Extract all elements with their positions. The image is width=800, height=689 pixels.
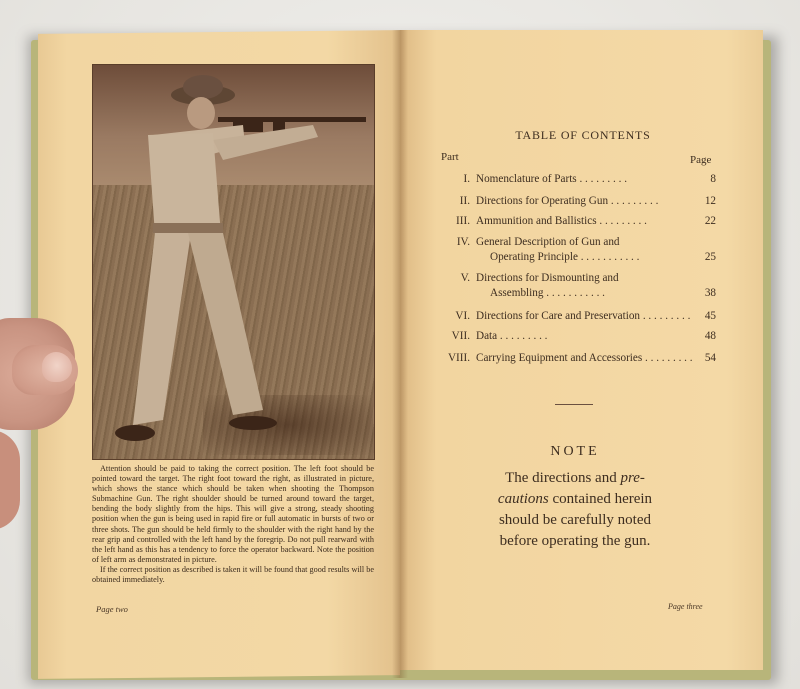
book-gutter xyxy=(392,30,408,678)
divider-rule xyxy=(555,404,593,405)
toc-entry-page: 38 xyxy=(704,287,716,299)
page-number-left: Page two xyxy=(96,604,128,614)
photograph-shooter-stance xyxy=(92,64,375,460)
photo-caption xyxy=(92,464,374,585)
toc-entry-title-continued: Operating Principle . . . . . . . . . . . xyxy=(490,251,640,263)
toc-entry-title: Nomenclature of Parts . . . . . . . . . xyxy=(476,173,627,185)
note-line-4: before operating the gun. xyxy=(499,533,651,549)
note-line-1 xyxy=(430,468,720,489)
toc-entry-title: Directions for Dismounting and xyxy=(476,272,619,284)
note-italic-fragment: cautions xyxy=(497,491,549,507)
note-body xyxy=(430,468,720,552)
toc-entry-number: VI. xyxy=(455,310,470,322)
toc-entry-number: V. xyxy=(460,272,470,284)
caption-paragraph-1: Attention should be paid to taking the correct position. The left foot should be pointed toward the target. The right foot toward the right, as illustrated in picture, which shows the stance which should be taken when shooting the Thompson Submachine Gun. The right shoulder should be turned around toward the target, bending the body slightly from the hips. This will give a strong, steady shooting position when the gun is being used in rapid fire or full automatic in bursts of two or three shots. The gun should be held firmly to the shoulder with the right hand by the rear grip and controlled with the left hand by the foregrip. Do not pull rearward with the left hand as this has a tendency to force the operator backward. Note the position of left arm as demonstrated in picture. xyxy=(92,464,374,564)
page-number-right: Page three xyxy=(668,602,703,611)
toc-entry-page: 48 xyxy=(704,330,716,342)
toc-entry-page: 12 xyxy=(704,195,716,207)
toc-entry-number: I. xyxy=(463,173,470,185)
toc-entry-number: II. xyxy=(459,195,470,207)
toc-entry-title: Carrying Equipment and Accessories . . . . . . . . . xyxy=(476,352,693,364)
toc-entry-page: 22 xyxy=(704,215,716,227)
toc-entry-number: VIII. xyxy=(447,352,470,364)
toc-entry-number: III. xyxy=(456,215,470,227)
toc-entry-number: IV. xyxy=(456,236,470,248)
toc-entry-title: Data . . . . . . . . . xyxy=(476,330,548,342)
note-line-1-text: The directions and xyxy=(505,470,621,486)
caption-paragraph-2: If the correct position as described is taken it will be found that good results will be obtained immediately. xyxy=(92,564,374,585)
note-title: NOTE xyxy=(550,444,600,459)
toc-entry-title: Ammunition and Ballistics . . . . . . . . . xyxy=(476,215,647,227)
toc-page-header: Page xyxy=(690,154,712,166)
toc-entry-title: Directions for Operating Gun . . . . . . . . . xyxy=(476,195,659,207)
note-line-3: should be carefully noted xyxy=(498,512,652,528)
toc-entry-page: 8 xyxy=(710,173,716,185)
toc-entry-title: Directions for Care and Preservation . . . . . . . . . xyxy=(476,310,691,322)
toc-title: TABLE OF CONTENTS xyxy=(515,128,651,142)
soldier-figure xyxy=(93,65,374,459)
toc-entry-title-continued: Assembling . . . . . . . . . . . xyxy=(490,287,605,299)
toc-entry-title: General Description of Gun and xyxy=(476,236,620,248)
toc-part-header: Part xyxy=(441,151,459,163)
toc-entry-page: 54 xyxy=(704,352,716,364)
toc-entry-page: 45 xyxy=(704,310,716,322)
toc-entry-number: VII. xyxy=(451,330,470,342)
toc-entry-page: 25 xyxy=(704,251,716,263)
right-page xyxy=(400,30,763,670)
thumbnail xyxy=(42,352,72,382)
note-line-2: cautions contained herein xyxy=(497,491,653,507)
note-italic-fragment: pre- xyxy=(620,470,645,486)
